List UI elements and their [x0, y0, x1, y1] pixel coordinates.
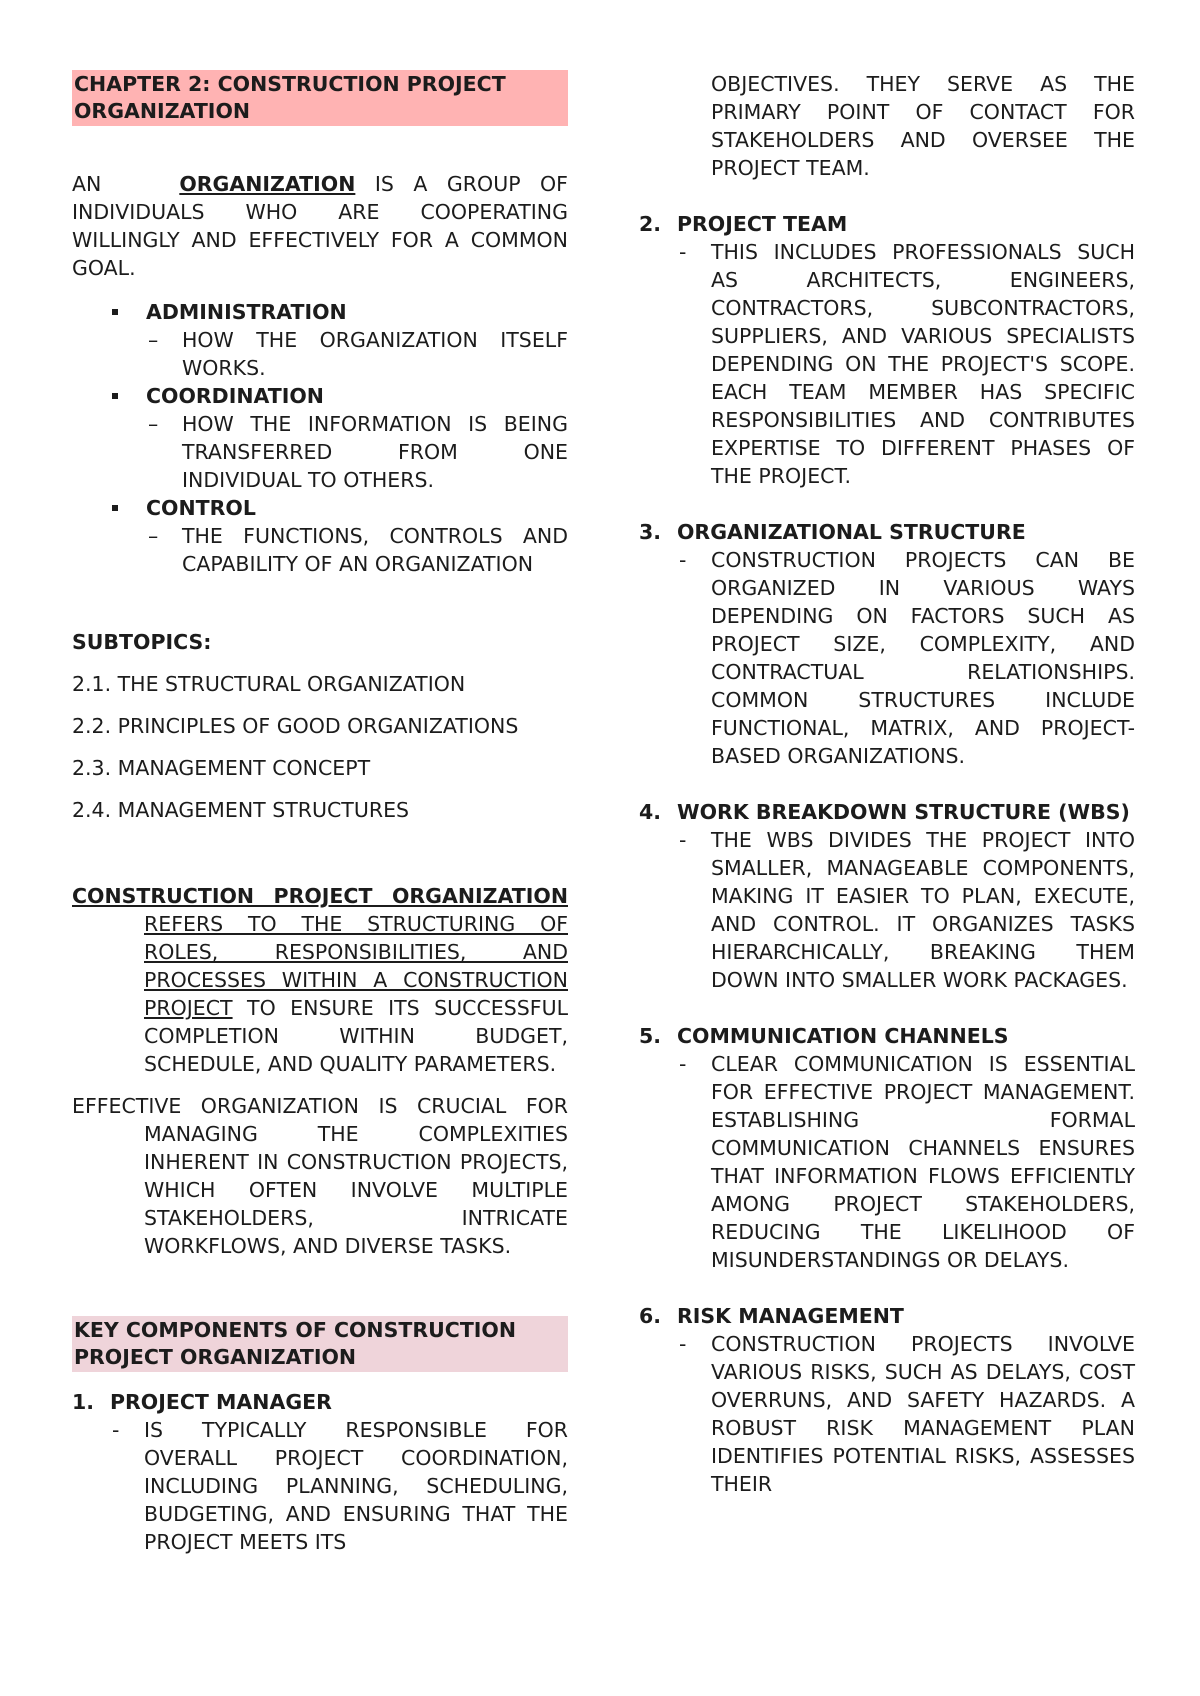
component-item — [639, 1302, 1135, 1498]
left-column — [72, 70, 568, 1556]
component-title: WORK BREAKDOWN STRUCTURE (WBS) — [677, 800, 1130, 824]
component-desc: THE WBS DIVIDES THE PROJECT INTO SMALLER, MANAGEABLE COMPONENTS, MAKING IT EASIER TO PLAN, EXECUTE, AND CONTROL. IT ORGANIZES TASKS HIERARCHICALLY, BREAKING THEM DOWN INTO SMALLER WORK PACKAGES. — [711, 828, 1135, 992]
component-title: PROJECT MANAGER — [110, 1390, 332, 1414]
component-title: PROJECT TEAM — [677, 212, 848, 236]
component-number: 3. — [639, 520, 662, 544]
cpo-term: CONSTRUCTION PROJECT ORGANIZATION — [72, 884, 568, 908]
aspect-item — [112, 298, 568, 382]
component-desc: OBJECTIVES. THEY SERVE AS THE PRIMARY POINT OF CONTACT FOR STAKEHOLDERS AND OVERSEE THE PROJECT TEAM. — [711, 72, 1135, 180]
square-bullet-icon — [112, 505, 118, 511]
square-bullet-icon — [112, 309, 118, 315]
aspect-desc: HOW THE INFORMATION IS BEING TRANSFERRED FROM ONE INDIVIDUAL TO OTHERS. — [182, 412, 568, 492]
component-item — [72, 1388, 568, 1556]
component-item — [639, 798, 1135, 994]
dash-bullet-icon: - — [679, 548, 687, 572]
component-desc: IS TYPICALLY RESPONSIBLE FOR OVERALL PROJECT COORDINATION, INCLUDING PLANNING, SCHEDULING, BUDGETING, AND ENSURING THAT THE PROJECT MEETS ITS — [144, 1418, 568, 1554]
aspect-desc: THE FUNCTIONS, CONTROLS AND CAPABILITY OF AN ORGANIZATION — [182, 524, 568, 576]
aspect-title: COORDINATION — [146, 384, 324, 408]
aspect-title: ADMINISTRATION — [146, 300, 347, 324]
cpo-definition — [72, 882, 568, 1260]
cpo-definition-paragraph — [72, 882, 568, 1078]
dash-bullet-icon: - — [679, 1052, 687, 1076]
intro-paragraph — [72, 170, 568, 282]
component-item — [639, 518, 1135, 770]
component-number: 5. — [639, 1024, 662, 1048]
square-bullet-icon — [112, 393, 118, 399]
component-title: RISK MANAGEMENT — [677, 1304, 904, 1328]
aspect-list — [112, 298, 568, 578]
component-item — [639, 210, 1135, 490]
aspect-title: CONTROL — [146, 496, 256, 520]
component-desc-continued — [639, 70, 1135, 182]
right-column — [639, 70, 1135, 1498]
dash-bullet-icon: - — [112, 1418, 120, 1442]
component-item — [639, 1022, 1135, 1274]
cpo-def-rest: TO ENSURE ITS SUCCESSFUL COMPLETION WITHIN BUDGET, SCHEDULE, AND QUALITY PARAMETERS. — [144, 996, 568, 1076]
dash-bullet-icon: – — [148, 328, 159, 352]
dash-bullet-icon: – — [148, 524, 159, 548]
component-number: 6. — [639, 1304, 662, 1328]
subtopic-item: 2.2. PRINCIPLES OF GOOD ORGANIZATIONS — [72, 714, 519, 738]
component-title: COMMUNICATION CHANNELS — [677, 1024, 1009, 1048]
component-desc: THIS INCLUDES PROFESSIONALS SUCH AS ARCHITECTS, ENGINEERS, CONTRACTORS, SUBCONTRACTORS, SUPPLIERS, AND VARIOUS SPECIALISTS DEPENDING ON THE PROJECT'S SCOPE. EACH TEAM MEMBER HAS SPECIFIC RESPONSIBILITIES AND CONTRIBUTES EXPERTISE TO DIFFERENT PHASES OF THE PROJECT. — [711, 240, 1135, 488]
cpo-effective-paragraph: EFFECTIVE ORGANIZATION IS CRUCIAL FOR MANAGING THE COMPLEXITIES INHERENT IN CONSTRUCTION PROJECTS, WHICH OFTEN INVOLVE MULTIPLE STAKEHOLDERS, INTRICATE WORKFLOWS, AND DIVERSE TASKS. — [72, 1094, 568, 1258]
dash-bullet-icon: - — [679, 828, 687, 852]
intro-rest: IS A GROUP OF INDIVIDUALS WHO ARE COOPERATING WILLINGLY AND EFFECTIVELY FOR A COMMON GOAL. — [72, 172, 568, 280]
intro-organization-word: ORGANIZATION — [179, 172, 356, 196]
component-desc: CLEAR COMMUNICATION IS ESSENTIAL FOR EFFECTIVE PROJECT MANAGEMENT. ESTABLISHING FORMAL COMMUNICATION CHANNELS ENSURES THAT INFORMATION FLOWS EFFICIENTLY AMONG PROJECT STAKEHOLDERS, REDUCING THE LIKELIHOOD OF MISUNDERSTANDINGS OR DELAYS. — [711, 1052, 1135, 1272]
subtopic-item: 2.1. THE STRUCTURAL ORGANIZATION — [72, 672, 466, 696]
component-number: 4. — [639, 800, 662, 824]
aspect-item — [112, 494, 568, 578]
aspect-item — [112, 382, 568, 494]
component-desc: CONSTRUCTION PROJECTS CAN BE ORGANIZED IN VARIOUS WAYS DEPENDING ON FACTORS SUCH AS PROJECT SIZE, COMPLEXITY, AND CONTRACTUAL RELATIONSHIPS. COMMON STRUCTURES INCLUDE FUNCTIONAL, MATRIX, AND PROJECT-BASED ORGANIZATIONS. — [711, 548, 1135, 768]
dash-bullet-icon: - — [679, 240, 687, 264]
subtopic-item: 2.4. MANAGEMENT STRUCTURES — [72, 798, 410, 822]
dash-bullet-icon: – — [148, 412, 159, 436]
subtopic-item: 2.3. MANAGEMENT CONCEPT — [72, 756, 371, 780]
component-title: ORGANIZATIONAL STRUCTURE — [677, 520, 1026, 544]
chapter-title: CHAPTER 2: CONSTRUCTION PROJECT ORGANIZATION — [72, 70, 568, 126]
component-number: 2. — [639, 212, 662, 236]
key-components-title: KEY COMPONENTS OF CONSTRUCTION PROJECT ORGANIZATION — [72, 1316, 568, 1372]
subtopics-title: SUBTOPICS: — [72, 630, 212, 654]
component-number: 1. — [72, 1390, 95, 1414]
intro-an: AN — [72, 172, 102, 196]
component-desc: CONSTRUCTION PROJECTS INVOLVE VARIOUS RISKS, SUCH AS DELAYS, COST OVERRUNS, AND SAFETY HAZARDS. A ROBUST RISK MANAGEMENT PLAN IDENTIFIES POTENTIAL RISKS, ASSESSES THEIR — [711, 1332, 1135, 1496]
dash-bullet-icon: - — [679, 1332, 687, 1356]
cpo-def-underlined: REFERS TO THE STRUCTURING OF ROLES, RESPONSIBILITIES, AND PROCESSES WITHIN A CONSTRUCTION PROJECT — [144, 912, 568, 1020]
aspect-desc: HOW THE ORGANIZATION ITSELF WORKS. — [182, 328, 568, 380]
